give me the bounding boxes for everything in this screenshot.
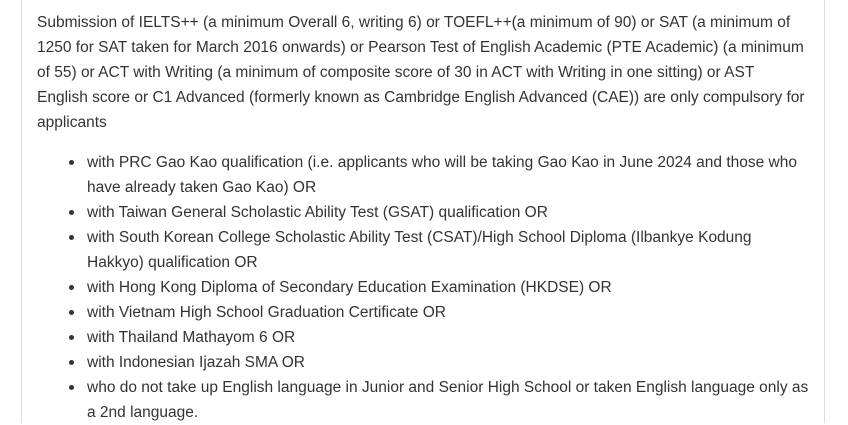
list-item: with Thailand Mathayom 6 OR [37, 325, 812, 350]
content-panel [21, 0, 825, 423]
list-item: with Hong Kong Diploma of Secondary Education Examination (HKDSE) OR [37, 275, 812, 300]
list-item: with South Korean College Scholastic Ability Test (CSAT)/High School Diploma (Ilbankye Kodung Hakkyo) qualification OR [37, 225, 812, 275]
intro-paragraph: Submission of IELTS++ (a minimum Overall 6, writing 6) or TOEFL++(a minimum of 90) or SAT (a minimum of 1250 for SAT taken for March 2016 onwards) or Pearson Test of English Academic (PTE Academic) (a minimum of 55) or ACT with Writing (a minimum of composite score of 30 in ACT with Writing in one sitting) or AST English score or C1 Advanced (formerly known as Cambridge English Advanced (CAE)) are only compulsory for applicants [37, 14, 805, 131]
list-item: who do not take up English language in Junior and Senior High School or taken English language only as a 2nd language. [37, 375, 812, 425]
list-item: with PRC Gao Kao qualification (i.e. applicants who will be taking Gao Kao in June 2024 and those who have already taken Gao Kao) OR [37, 150, 812, 200]
applicant-conditions-list [37, 150, 812, 425]
list-item: with Vietnam High School Graduation Certificate OR [37, 300, 812, 325]
list-item: with Indonesian Ijazah SMA OR [37, 350, 812, 375]
list-item: with Taiwan General Scholastic Ability Test (GSAT) qualification OR [37, 200, 812, 225]
